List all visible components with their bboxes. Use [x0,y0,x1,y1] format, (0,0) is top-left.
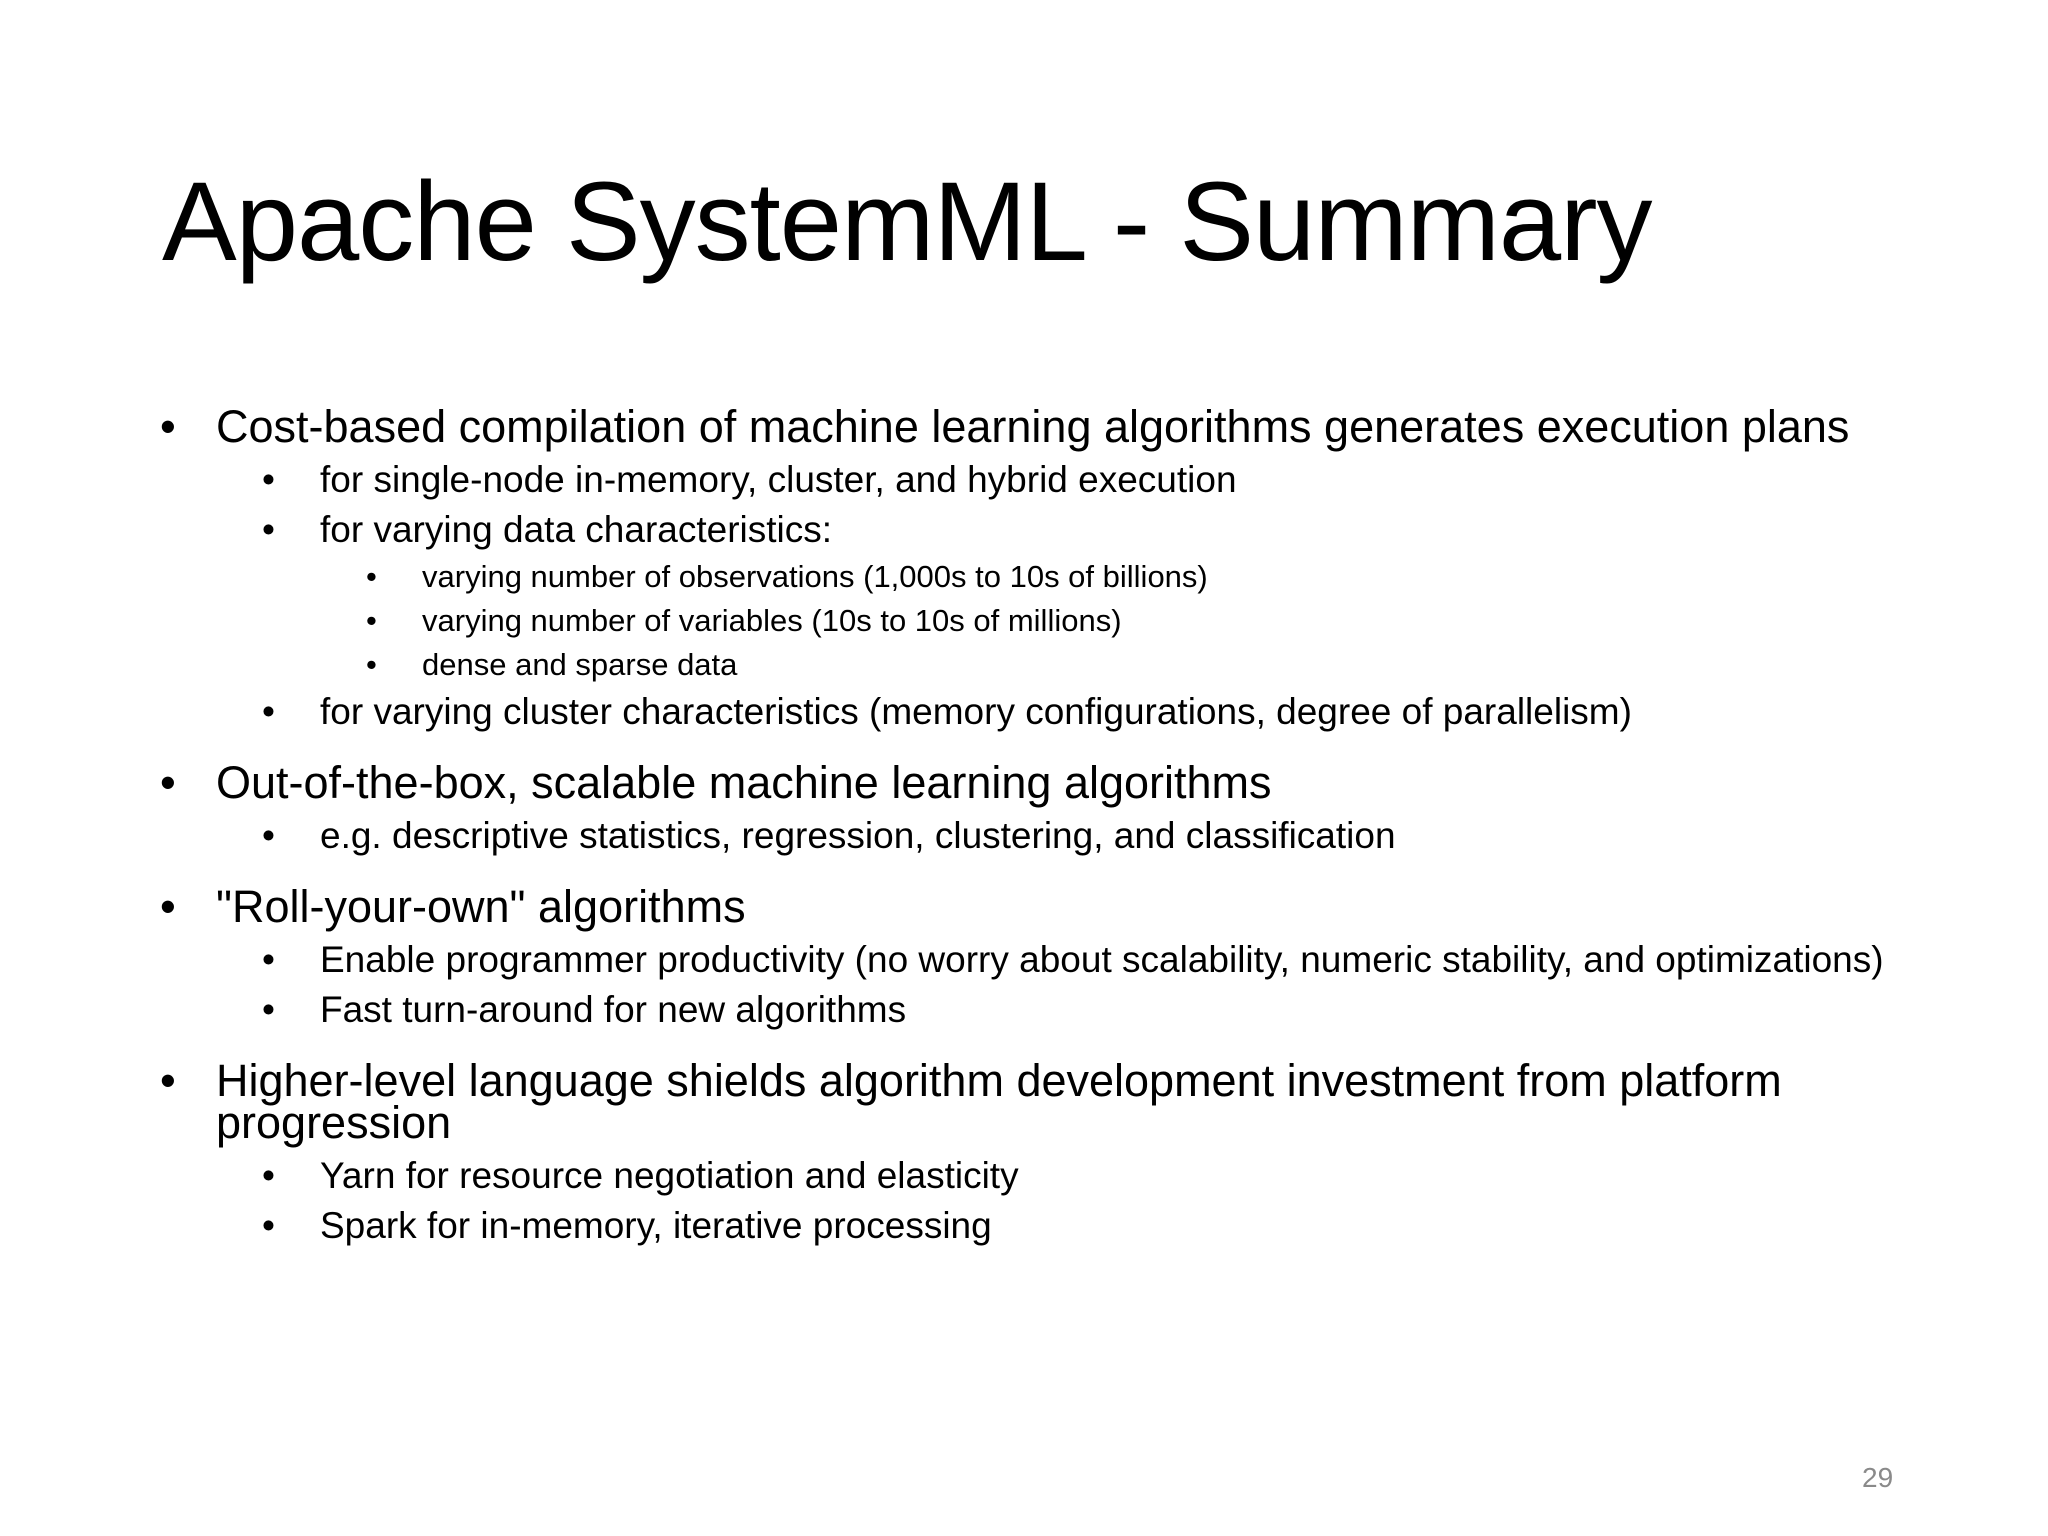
bullet-text: Fast turn-around for new algorithms [320,989,907,1030]
bullet-item [160,509,1950,550]
bullet-text: varying number of variables (10s to 10s of millions) [422,603,1122,638]
bullet-item [160,459,1950,500]
bullet-icon: • [262,815,275,856]
bullet-item [160,939,1950,980]
bullet-text: Yarn for resource negotiation and elasticity [320,1155,1019,1196]
bullet-item [160,989,1950,1030]
bullet-icon: • [262,509,275,550]
bullet-text: e.g. descriptive statistics, regression, clustering, and classification [320,815,1396,856]
bullet-item [160,559,1950,594]
bullet-icon: • [366,603,377,638]
bullet-text: for varying cluster characteristics (memory configurations, degree of parallelism) [320,691,1632,732]
bullet-text: for varying data characteristics: [320,509,833,550]
bullet-text: Spark for in-memory, iterative processing [320,1205,992,1246]
bullet-text: varying number of observations (1,000s to 10s of billions) [422,559,1208,594]
bullet-text: Higher-level language shields algorithm development investment from platform progression [216,1055,1782,1148]
bullet-icon: • [160,757,176,808]
bullet-item [160,647,1950,682]
bullet-icon: • [262,939,275,980]
page-number: 29 [1862,1462,1894,1493]
bullet-item [160,1205,1950,1246]
bullet-icon: • [366,647,377,682]
bullet-item [160,757,1950,808]
bullet-icon: • [262,1155,275,1196]
bullet-item [160,1055,1950,1148]
bullet-icon: • [262,989,275,1030]
slide-title: Apache SystemML - Summary [162,159,1652,284]
bullet-list [160,401,1950,1246]
bullet-text: for single-node in-memory, cluster, and hybrid execution [320,459,1237,500]
bullet-icon: • [160,1055,176,1106]
bullet-icon: • [160,881,176,932]
bullet-item [160,401,1950,452]
bullet-item [160,603,1950,638]
bullet-item [160,881,1950,932]
bullet-icon: • [262,459,275,500]
bullet-icon: • [262,1205,275,1246]
bullet-text: Enable programmer productivity (no worry about scalability, numeric stability, and optimizations) [320,939,1884,980]
bullet-item [160,1155,1950,1196]
bullet-icon: • [160,401,176,452]
bullet-text: Cost-based compilation of machine learning algorithms generates execution plans [216,401,1850,452]
bullet-text: "Roll-your-own" algorithms [216,881,746,932]
bullet-icon: • [262,691,275,732]
bullet-icon: • [366,559,377,594]
bullet-text: Out-of-the-box, scalable machine learning algorithms [216,757,1272,808]
bullet-item [160,815,1950,856]
bullet-text: dense and sparse data [422,647,738,682]
bullet-item [160,691,1950,732]
